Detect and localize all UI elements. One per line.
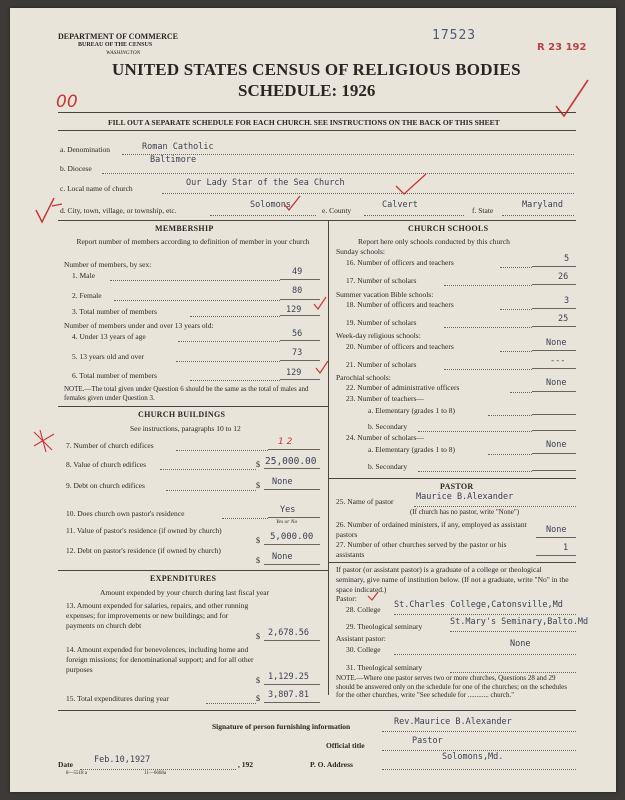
asst-pastor-label: Assistant pastor: xyxy=(336,634,386,643)
summer-heading: Summer vacation Bible schools: xyxy=(336,290,434,299)
q5-label: 5. 13 years old and over xyxy=(72,352,145,361)
q20-value: None xyxy=(546,338,567,348)
q6-value: 129 xyxy=(286,368,302,378)
local-name-value: Our Lady Star of the Sea Church xyxy=(186,178,345,188)
county-value: Calvert xyxy=(382,200,418,210)
signature-label: Signature of person furnishing information xyxy=(212,722,351,731)
graduate-note: If pastor (or assistant pastor) is a graduate of a college or theological seminary, give name of institution below. (If not a graduate, write "No" in the space indicated.) xyxy=(336,565,569,594)
sunday-heading: Sunday schools: xyxy=(336,247,385,256)
check-mark-icon xyxy=(552,78,592,120)
q10-value: Yes xyxy=(280,505,296,515)
date-value: Feb.10,1927 xyxy=(94,755,151,765)
po-address-label: P. O. Address xyxy=(310,760,353,769)
date-label: Date xyxy=(58,760,73,769)
q24-label: 24. Number of scholars— xyxy=(346,433,424,442)
q28-value: St.Charles College,Catonsville,Md xyxy=(394,600,563,610)
diocese-value: Baltimore xyxy=(150,155,197,165)
q26-label: 26. Number of ordained ministers, if any, employed as assistant pastors xyxy=(336,520,527,539)
check-mark-icon xyxy=(394,172,428,196)
buildings-intro: See instructions, paragraphs 10 to 12 xyxy=(130,424,241,433)
census-form xyxy=(10,8,616,792)
schools-intro: Report here only schools conducted by this church xyxy=(358,237,510,246)
q7-label: 7. Number of church edifices xyxy=(66,441,154,450)
pastor-note: NOTE.—Where one pastor serves two or more churches, Questions 28 and 29 should be answered only on the schedule for one of the churches; on the schedules for the other churches, write "See schedule for ............ church." xyxy=(336,674,567,699)
pastor-title: PASTOR xyxy=(440,482,474,491)
check-mark-icon xyxy=(282,194,302,212)
q15-value: 3,807.81 xyxy=(268,690,309,700)
q3-label: 3. Total number of members xyxy=(72,307,157,316)
po-address-value: Solomons,Md. xyxy=(442,752,504,762)
q25-note: (If church has no pastor, write "None") xyxy=(410,508,520,516)
official-title-label: Official title xyxy=(326,741,365,750)
q4-label: 4. Under 13 years of age xyxy=(72,332,146,341)
q4-value: 56 xyxy=(292,329,303,339)
q12-dollar: $ xyxy=(256,556,260,565)
check-mark-icon xyxy=(312,296,328,312)
q8-label: 8. Value of church edifices xyxy=(66,460,147,469)
q10-hint: Yes or No xyxy=(276,519,298,525)
q27-value: 1 xyxy=(563,543,569,553)
q21-label: 21. Number of scholars xyxy=(346,360,417,369)
q24a-label: a. Elementary (grades 1 to 8) xyxy=(368,445,456,454)
parochial-heading: Parochial schools: xyxy=(336,373,391,382)
check-mark-icon xyxy=(314,360,330,376)
q6-label: 6. Total number of members xyxy=(72,371,157,380)
q17-value: 26 xyxy=(558,272,569,282)
form-title: UNITED STATES CENSUS OF RELIGIOUS BODIES xyxy=(112,60,521,79)
expenditures-intro: Amount expended by your church during last fiscal year xyxy=(100,588,270,597)
instructions-line: FILL OUT A SEPARATE SCHEDULE FOR EACH CHURCH. SEE INSTRUCTIONS ON THE BACK OF THIS SHEET xyxy=(108,118,500,127)
q17-label: 17. Number of scholars xyxy=(346,276,417,285)
q8-value: 25,000.00 xyxy=(265,456,317,467)
q22-value: None xyxy=(546,378,567,388)
schools-title: CHURCH SCHOOLS xyxy=(408,224,489,233)
membership-title: MEMBERSHIP xyxy=(155,224,214,233)
q12-label: 12. Debt on pastor's residence (if owned by church) xyxy=(66,546,221,555)
q2-value: 80 xyxy=(292,286,303,296)
q23b-label: b. Secondary xyxy=(368,422,408,431)
city-value: Solomons xyxy=(250,200,291,210)
q22-label: 22. Number of administrative officers xyxy=(346,383,460,392)
received-stamp: R 23 192 xyxy=(537,42,587,53)
q13-value: 2,678.56 xyxy=(268,628,309,638)
q2-label: 2. Female xyxy=(72,291,102,300)
q5-value: 73 xyxy=(292,348,303,358)
q11-label: 11. Value of pastor's residence (if owned by church) xyxy=(66,526,222,535)
q19-label: 19. Number of scholars xyxy=(346,318,417,327)
q21-value: --- xyxy=(550,356,566,366)
city-label: d. City, town, village, or township, etc. xyxy=(60,206,177,215)
state-value: Maryland xyxy=(522,200,563,210)
q10-label: 10. Does church own pastor's residence xyxy=(66,509,185,518)
q15-dollar: $ xyxy=(256,694,260,703)
q20-label: 20. Number of officers and teachers xyxy=(346,342,454,351)
q23-label: 23. Number of teachers— xyxy=(346,394,424,403)
q29-value: St.Mary's Seminary,Balto.Md xyxy=(450,617,589,627)
q11-value: 5,000.00 xyxy=(270,532,314,542)
q13-dollar: $ xyxy=(256,632,260,641)
q24b-label: b. Secondary xyxy=(368,462,408,471)
q16-label: 16. Number of officers and teachers xyxy=(346,258,454,267)
official-title-value: Pastor xyxy=(412,736,443,746)
q28-label: 28. College xyxy=(346,605,381,614)
city-name: WASHINGTON xyxy=(106,50,141,56)
q14-label: 14. Amount expended for benevolences, including home and foreign missions; for denominational support; and for all other purposes xyxy=(66,645,254,674)
state-label: f. State xyxy=(472,206,494,215)
q30-value: None xyxy=(510,639,531,649)
age-heading: Number of members under and over 13 years old: xyxy=(64,321,214,330)
q9-value: None xyxy=(272,477,293,487)
q25-label: 25. Name of pastor xyxy=(336,497,394,506)
q1-label: 1. Male xyxy=(72,271,95,280)
membership-intro: Report number of members according to definition of member in your church xyxy=(76,237,310,246)
q26-value: None xyxy=(546,525,567,535)
q1-value: 49 xyxy=(292,267,303,277)
q30-label: 30. College xyxy=(346,645,381,654)
q8-dollar: $ xyxy=(256,460,260,469)
bureau-name: BUREAU OF THE CENSUS xyxy=(78,42,153,48)
q3-value: 129 xyxy=(286,305,302,315)
q19-value: 25 xyxy=(558,314,569,324)
local-name-label: c. Local name of church xyxy=(60,184,133,193)
buildings-title: CHURCH BUILDINGS xyxy=(138,410,226,419)
diocese-label: b. Diocese xyxy=(60,164,92,173)
q7-value: 1 2 xyxy=(278,437,293,447)
schedule-title: SCHEDULE: 1926 xyxy=(238,81,376,100)
q23a-label: a. Elementary (grades 1 to 8) xyxy=(368,406,456,415)
serial-number: 17523 xyxy=(432,28,477,43)
q18-value: 3 xyxy=(564,296,570,306)
q12-value: None xyxy=(272,552,293,562)
q18-label: 18. Number of officers and teachers xyxy=(346,300,454,309)
signature-value: Rev.Maurice B.Alexander xyxy=(394,717,512,727)
q29-label: 29. Theological seminary xyxy=(346,622,423,631)
date-suffix: , 192 xyxy=(238,760,253,769)
check-mark-icon xyxy=(32,196,68,226)
sex-heading: Number of members, by sex: xyxy=(64,260,152,269)
check-mark-icon xyxy=(30,428,58,454)
q13-label: 13. Amount expended for salaries, repairs, and other running expenses; for improvements or new buildings; and for payments on church debt xyxy=(66,601,249,630)
denomination-value: Roman Catholic xyxy=(142,142,214,152)
q25-value: Maurice B.Alexander xyxy=(416,492,514,502)
q16-value: 5 xyxy=(564,254,570,264)
dept-name: DEPARTMENT OF COMMERCE xyxy=(58,32,179,41)
pastor-sub-label: Pastor: xyxy=(336,594,357,603)
q14-dollar: $ xyxy=(256,676,260,685)
q24a-value: None xyxy=(546,440,567,450)
weekday-heading: Week-day religious schools: xyxy=(336,331,421,340)
print-number: 11—6668a xyxy=(144,771,167,776)
denomination-label: a. Denomination xyxy=(60,145,110,154)
q27-label: 27. Number of other churches served by the pastor or his assistants xyxy=(336,540,507,559)
q31-label: 31. Theological seminary xyxy=(346,663,423,672)
q9-dollar: $ xyxy=(256,481,260,490)
check-mark-icon xyxy=(366,590,380,602)
red-mark: 00 xyxy=(56,92,78,112)
q11-dollar: $ xyxy=(256,536,260,545)
q14-value: 1,129.25 xyxy=(268,672,309,682)
membership-note: NOTE.—The total given under Question 6 should be the same as the total of males and females given under Question 3. xyxy=(64,385,309,402)
form-number: 8—5518 a xyxy=(66,771,87,776)
expenditures-title: EXPENDITURES xyxy=(150,574,217,583)
q9-label: 9. Debt on church edifices xyxy=(66,481,145,490)
q15-label: 15. Total expenditures during year xyxy=(66,694,169,703)
county-label: e. County xyxy=(322,206,352,215)
